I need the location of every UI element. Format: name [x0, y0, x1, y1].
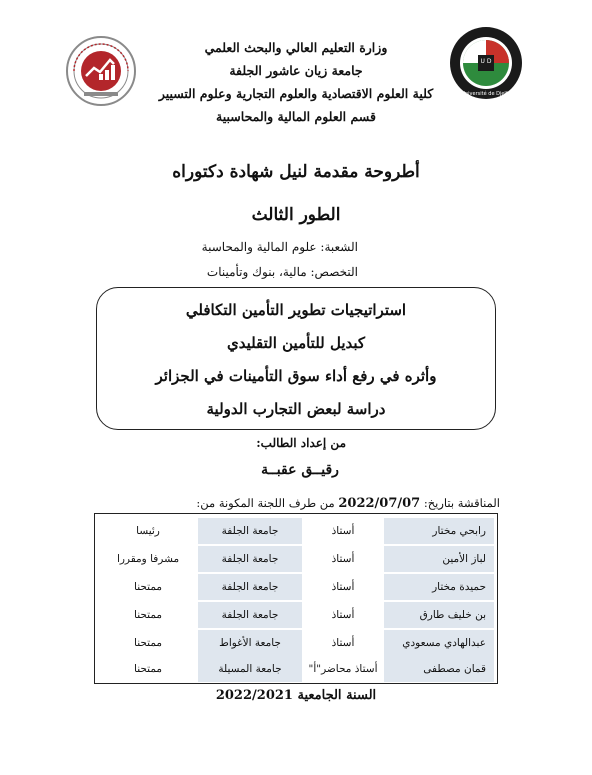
member-name: بن خليف طارق: [384, 602, 494, 628]
defense-prefix: المناقشة بتاريخ:: [420, 496, 500, 510]
committee-row: [95, 655, 496, 683]
member-university: جامعة الجلفة: [198, 546, 302, 572]
member-rank: أستاذ: [331, 581, 355, 593]
prepared-by-label: من إعداد الطالب:: [256, 436, 346, 450]
defense-suffix: من طرف اللجنة المكونة من:: [196, 496, 339, 510]
defense-info: [196, 496, 500, 511]
member-rank: أستاذ محاضر"أ": [308, 663, 378, 675]
university-name: جامعة زيان عاشور الجلفة: [229, 63, 363, 78]
committee-table: [94, 513, 498, 684]
branch-label: الشعبة: علوم المالية والمحاسبة: [201, 240, 358, 254]
institution-header: [0, 36, 592, 128]
seal-text: Université de Djelfa: [461, 91, 511, 97]
topic-line-4: دراسة لبعض التجارب الدولية: [206, 400, 386, 418]
topic-line-1: استراتيجيات تطوير التأمين التكافلي: [185, 301, 407, 319]
member-university: جامعة المسيلة: [198, 656, 302, 682]
member-name: قمان مصطفى: [384, 656, 494, 682]
thesis-cycle: الطور الثالث: [251, 205, 341, 225]
committee-row: [95, 517, 496, 545]
member-rank: أستاذ: [331, 525, 355, 537]
specialty-label: التخصص: مالية، بنوك وتأمينات: [206, 265, 358, 279]
student-name: رقيــق عقبــة: [261, 462, 339, 478]
member-role: ممتحنا: [134, 637, 163, 649]
member-rank: أستاذ: [331, 609, 355, 621]
thesis-degree-title: أطروحة مقدمة لنيل شهادة دكتوراه: [172, 162, 420, 182]
member-rank: أستاذ: [331, 637, 355, 649]
member-role: ممتحنا: [134, 663, 163, 675]
member-name: حميدة مختار: [384, 574, 494, 600]
faculty-name: كلية العلوم الاقتصادية والعلوم التجارية وعلوم التسيير: [158, 86, 434, 101]
member-university: جامعة الأغواط: [198, 630, 302, 656]
topic-line-3: وأثره في رفع أداء سوق التأمينات في الجزائر: [155, 367, 437, 385]
member-rank: أستاذ: [331, 553, 355, 565]
defense-date: 2022/07/07: [338, 496, 421, 511]
committee-row: [95, 601, 496, 629]
member-university: جامعة الجلفة: [198, 518, 302, 544]
member-name: لباز الأمين: [384, 546, 494, 572]
academic-year: السنة الجامعية 2022/2021: [215, 688, 377, 703]
member-role: رئيسا: [136, 525, 160, 537]
ministry-name: وزارة التعليم العالي والبحث العلمي: [204, 40, 388, 55]
member-role: ممتحنا: [134, 609, 163, 621]
thesis-topic-box: [96, 287, 496, 430]
member-role: ممتحنا: [134, 581, 163, 593]
committee-row: [95, 545, 496, 573]
committee-row: [95, 629, 496, 657]
committee-row: [95, 573, 496, 601]
member-name: عبدالهادي مسعودي: [384, 630, 494, 656]
topic-line-2: كبديل للتأمين التقليدي: [226, 334, 366, 352]
member-role: مشرفا ومقررا: [116, 553, 180, 565]
seal-letters: U D: [480, 58, 492, 65]
member-university: جامعة الجلفة: [198, 602, 302, 628]
department-name: قسم العلوم المالية والمحاسبية: [216, 109, 376, 124]
member-name: رابحي مختار: [384, 518, 494, 544]
member-university: جامعة الجلفة: [198, 574, 302, 600]
